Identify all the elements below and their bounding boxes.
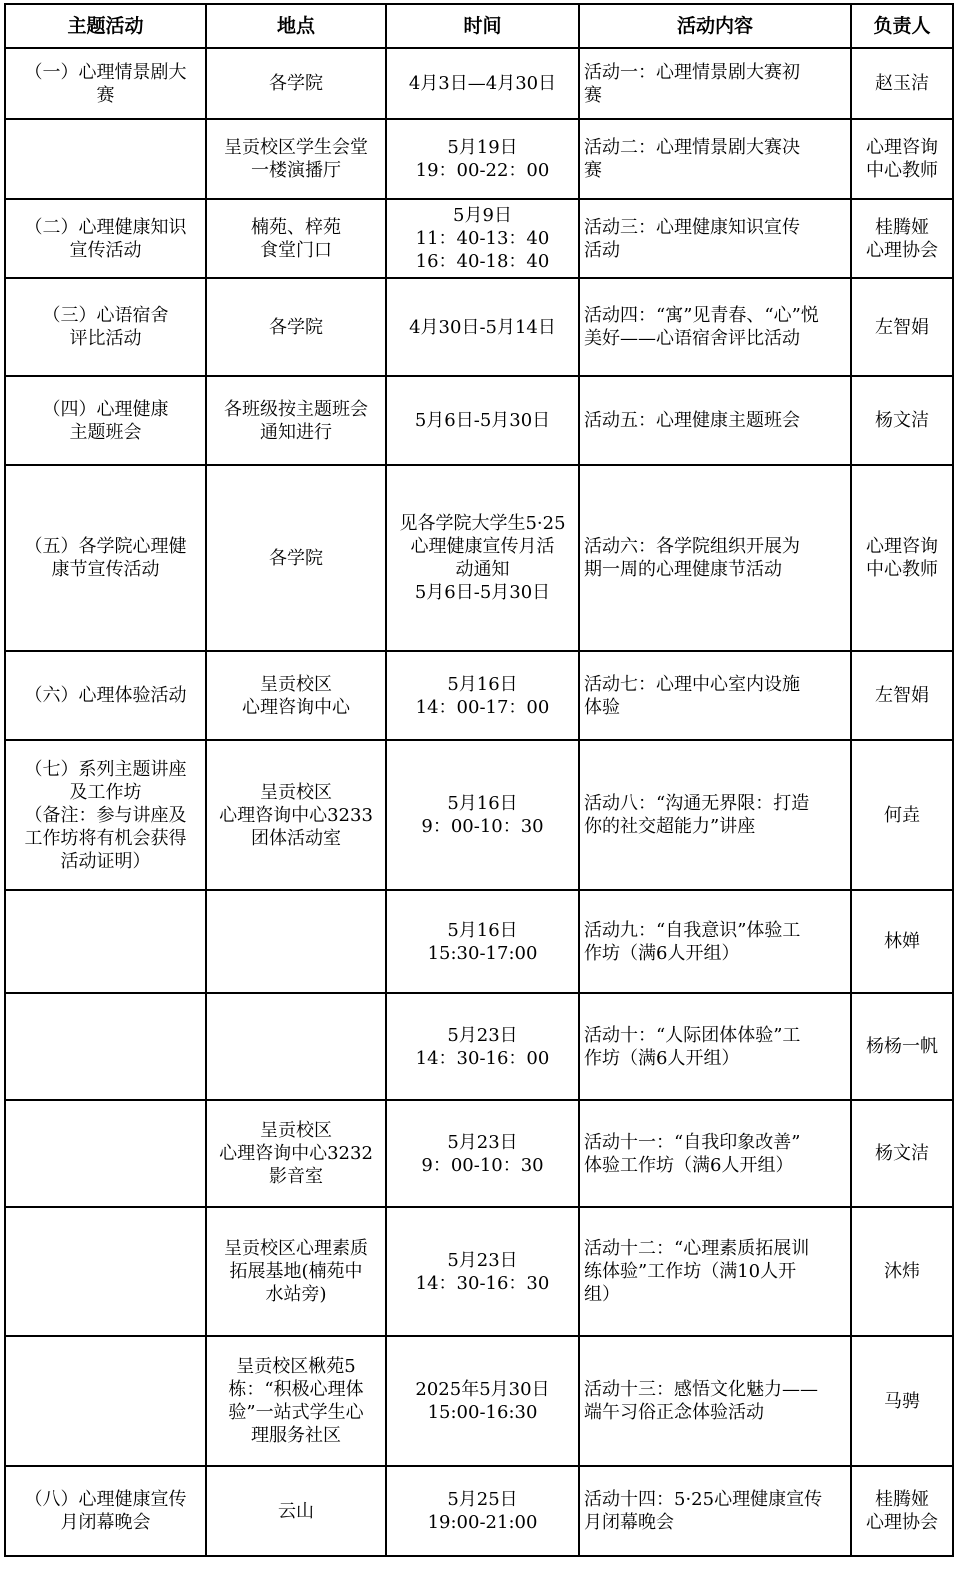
owner-cell — [851, 465, 953, 651]
place-cell-text: 呈贡校区楸苑5 栋：“积极心理体 验”一站式学生心 理服务社区 — [228, 1356, 364, 1446]
table-row — [5, 740, 953, 890]
time-cell-text: 5月25日 19:00-21:00 — [427, 1489, 538, 1533]
content-cell-text: 活动六：各学院组织开展为 期一周的心理健康节活动 — [584, 536, 800, 580]
place-cell — [206, 1466, 386, 1556]
theme-cell — [5, 651, 206, 740]
time-cell-text: 2025年5月30日 15:00-16:30 — [415, 1379, 550, 1423]
place-cell — [206, 1207, 386, 1336]
place-cell — [206, 740, 386, 890]
owner-cell-text: 杨文洁 — [875, 1143, 929, 1164]
content-cell — [579, 740, 851, 890]
header-owner: 负责人 — [851, 4, 953, 48]
owner-cell-text: 左智娟 — [875, 685, 929, 706]
content-cell-text: 活动二：心理情景剧大赛决 赛 — [584, 137, 800, 181]
time-cell-text: 5月16日 14：00-17：00 — [415, 673, 550, 718]
time-cell-text: 5月9日 11：40-13：40 16：40-18：40 — [415, 205, 550, 272]
owner-cell-text: 何垚 — [884, 804, 920, 826]
content-cell-text: 活动八：“沟通无界限：打造 你的社交超能力”讲座 — [584, 793, 810, 837]
table-row — [5, 199, 953, 278]
time-cell-text: 5月23日 14：30-16：30 — [415, 1249, 550, 1294]
theme-cell — [5, 993, 206, 1100]
table-row — [5, 465, 953, 651]
place-cell — [206, 993, 386, 1100]
place-cell — [206, 278, 386, 376]
owner-cell-text: 马骋 — [884, 1390, 920, 1412]
theme-cell — [5, 119, 206, 199]
place-cell-text: 各班级按主题班会 通知进行 — [224, 398, 368, 443]
content-cell-text: 活动五：心理健康主题班会 — [584, 410, 800, 431]
content-cell — [579, 48, 851, 119]
activity-schedule-table — [4, 3, 954, 1557]
place-cell — [206, 48, 386, 119]
content-cell — [579, 651, 851, 740]
theme-cell-text: （四）心理健康 主题班会 — [42, 398, 169, 443]
content-cell — [579, 993, 851, 1100]
content-cell-text: 活动十四：5·25心理健康宣传 月闭幕晚会 — [584, 1489, 823, 1533]
place-cell-text: 呈贡校区 心理咨询中心3233 团体活动室 — [219, 781, 373, 849]
header-theme: 主题活动 — [5, 4, 206, 48]
time-cell — [386, 48, 579, 119]
owner-cell-text: 心理咨询 中心教师 — [866, 536, 938, 580]
owner-cell — [851, 1207, 953, 1336]
time-cell — [386, 1100, 579, 1207]
time-cell-text: 见各学院大学生5·25 心理健康宣传月活 动通知 5月6日-5月30日 — [399, 513, 566, 603]
owner-cell-text: 桂腾娅 心理协会 — [866, 216, 938, 261]
theme-cell — [5, 465, 206, 651]
time-cell — [386, 1466, 579, 1556]
content-cell-text: 活动四：“寓”见青春、“心”悦 美好——心语宿舍评比活动 — [584, 305, 819, 349]
place-cell-text: 各学院 — [269, 73, 323, 94]
owner-cell — [851, 48, 953, 119]
content-cell-text: 活动十：“人际团体体验”工 作坊（满6人开组） — [584, 1024, 801, 1069]
place-cell-text: 呈贡校区 心理咨询中心 — [242, 673, 350, 718]
owner-cell — [851, 278, 953, 376]
theme-cell — [5, 740, 206, 890]
owner-cell — [851, 1100, 953, 1207]
theme-cell — [5, 376, 206, 465]
time-cell — [386, 993, 579, 1100]
owner-cell — [851, 199, 953, 278]
place-cell-text: 呈贡校区学生会堂 一楼演播厅 — [224, 137, 368, 181]
time-cell — [386, 651, 579, 740]
content-cell — [579, 278, 851, 376]
content-cell — [579, 119, 851, 199]
table-row — [5, 119, 953, 199]
place-cell-text: 云山 — [278, 1500, 314, 1522]
content-cell — [579, 1466, 851, 1556]
content-cell-text: 活动十二：“心理素质拓展训 练体验”工作坊（满10人开 组） — [584, 1238, 810, 1305]
content-cell-text: 活动十一：“自我印象改善” 体验工作坊（满6人开组） — [584, 1131, 801, 1176]
theme-cell — [5, 278, 206, 376]
time-cell — [386, 740, 579, 890]
place-cell — [206, 1100, 386, 1207]
time-cell — [386, 376, 579, 465]
place-cell — [206, 890, 386, 993]
theme-cell-text: （一）心理情景剧大 赛 — [24, 61, 187, 106]
header-content: 活动内容 — [579, 4, 851, 48]
table-row — [5, 376, 953, 465]
content-cell-text: 活动三：心理健康知识宣传 活动 — [584, 216, 800, 261]
content-cell — [579, 465, 851, 651]
owner-cell — [851, 993, 953, 1100]
owner-cell-text: 桂腾娅 心理协会 — [866, 1489, 938, 1533]
owner-cell-text: 沐炜 — [884, 1261, 920, 1282]
theme-cell — [5, 1100, 206, 1207]
time-cell — [386, 890, 579, 993]
theme-cell-text: （七）系列主题讲座 及工作坊 （备注：参与讲座及 工作坊将有机会获得 活动证明） — [24, 758, 187, 872]
content-cell — [579, 1100, 851, 1207]
time-cell-text: 4月3日—4月30日 — [408, 73, 557, 94]
owner-cell-text: 杨杨一帆 — [866, 1036, 938, 1057]
table-row — [5, 1207, 953, 1336]
place-cell-text: 楠苑、梓苑 食堂门口 — [251, 216, 341, 261]
place-cell — [206, 119, 386, 199]
time-cell — [386, 1336, 579, 1466]
owner-cell — [851, 890, 953, 993]
owner-cell — [851, 1466, 953, 1556]
owner-cell-text: 杨文洁 — [875, 410, 929, 431]
time-cell-text: 5月16日 15:30-17:00 — [427, 919, 538, 964]
place-cell-text: 呈贡校区 心理咨询中心3232 影音室 — [219, 1120, 373, 1187]
owner-cell — [851, 119, 953, 199]
theme-cell — [5, 199, 206, 278]
theme-cell — [5, 48, 206, 119]
content-cell-text: 活动一：心理情景剧大赛初 赛 — [584, 61, 800, 106]
time-cell-text: 5月23日 14：30-16：00 — [415, 1024, 550, 1069]
time-cell — [386, 119, 579, 199]
place-cell — [206, 1336, 386, 1466]
theme-cell-text: （五）各学院心理健 康节宣传活动 — [24, 536, 187, 580]
table-row — [5, 1466, 953, 1556]
content-cell — [579, 1207, 851, 1336]
theme-cell — [5, 890, 206, 993]
place-cell-text: 各学院 — [269, 316, 323, 338]
content-cell-text: 活动十三：感悟文化魅力—— 端午习俗正念体验活动 — [584, 1379, 818, 1423]
table-row — [5, 993, 953, 1100]
theme-cell-text: （三）心语宿舍 评比活动 — [42, 305, 169, 349]
place-cell — [206, 376, 386, 465]
table-row — [5, 890, 953, 993]
owner-cell-text: 赵玉洁 — [875, 73, 929, 94]
place-cell-text: 各学院 — [269, 547, 323, 569]
time-cell — [386, 465, 579, 651]
header-row — [5, 4, 953, 48]
place-cell — [206, 651, 386, 740]
place-cell — [206, 465, 386, 651]
theme-cell-text: （二）心理健康知识 宣传活动 — [24, 216, 187, 261]
time-cell-text: 5月6日-5月30日 — [414, 410, 551, 431]
content-cell — [579, 890, 851, 993]
time-cell — [386, 199, 579, 278]
table-row — [5, 1100, 953, 1207]
owner-cell-text: 左智娟 — [875, 316, 929, 338]
header-place: 地点 — [206, 4, 386, 48]
owner-cell-text: 林婵 — [884, 931, 920, 952]
table-row — [5, 278, 953, 376]
time-cell-text: 5月16日 9：00-10：30 — [421, 793, 544, 837]
time-cell-text: 4月30日-5月14日 — [409, 316, 556, 338]
owner-cell — [851, 376, 953, 465]
time-cell-text: 5月23日 9：00-10：30 — [421, 1131, 544, 1176]
content-cell-text: 活动九：“自我意识”体验工 作坊（满6人开组） — [584, 919, 801, 964]
theme-cell — [5, 1466, 206, 1556]
time-cell-text: 5月19日 19：00-22：00 — [415, 137, 550, 181]
owner-cell — [851, 1336, 953, 1466]
theme-cell — [5, 1207, 206, 1336]
content-cell — [579, 376, 851, 465]
theme-cell — [5, 1336, 206, 1466]
table-row — [5, 1336, 953, 1466]
place-cell — [206, 199, 386, 278]
content-cell — [579, 1336, 851, 1466]
theme-cell-text: （六）心理体验活动 — [24, 685, 187, 706]
content-cell-text: 活动七：心理中心室内设施 体验 — [584, 673, 800, 718]
theme-cell-text: （八）心理健康宣传 月闭幕晚会 — [24, 1489, 187, 1533]
table-row — [5, 48, 953, 119]
header-time: 时间 — [386, 4, 579, 48]
owner-cell-text: 心理咨询 中心教师 — [866, 137, 938, 181]
table-row — [5, 651, 953, 740]
owner-cell — [851, 740, 953, 890]
time-cell — [386, 278, 579, 376]
place-cell-text: 呈贡校区心理素质 拓展基地(楠苑中 水站旁) — [224, 1238, 368, 1305]
owner-cell — [851, 651, 953, 740]
content-cell — [579, 199, 851, 278]
time-cell — [386, 1207, 579, 1336]
